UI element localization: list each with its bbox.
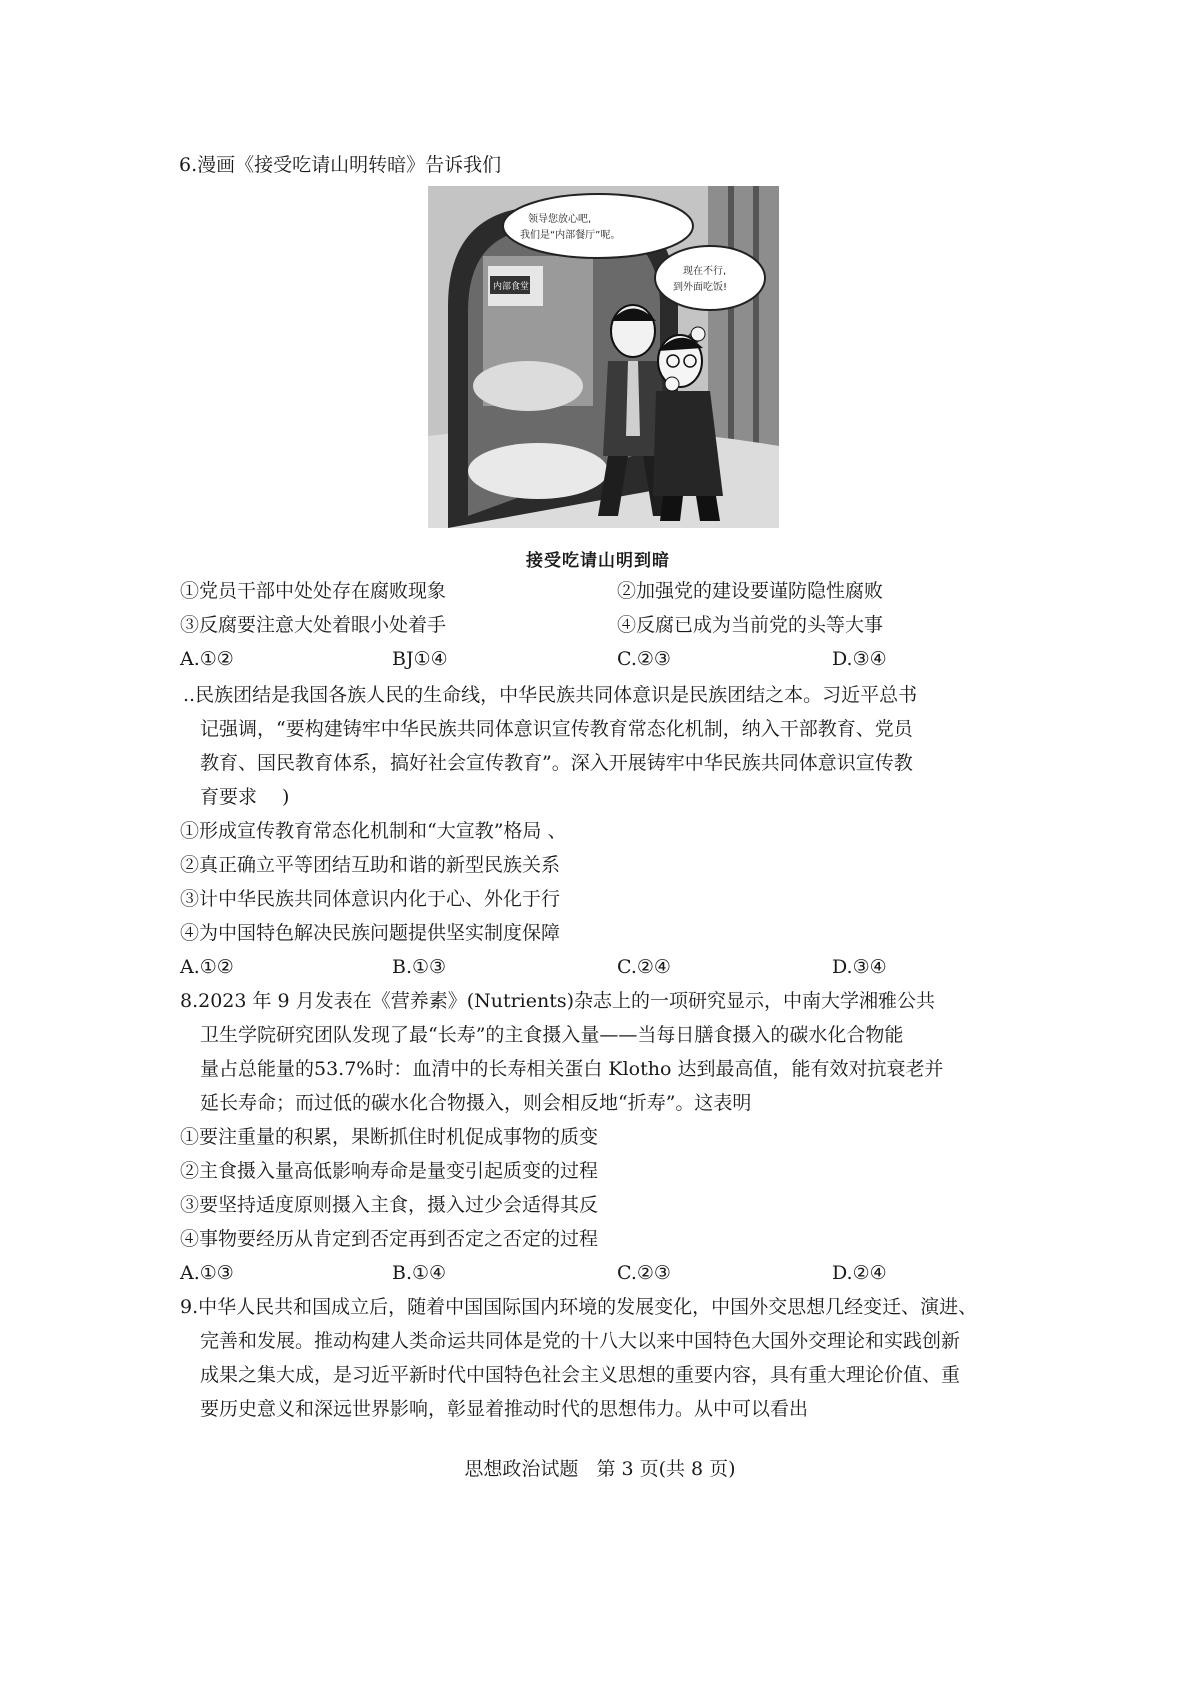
q8-option-a: A.①③ bbox=[180, 1262, 234, 1284]
footer-subject: 思想政治试题 bbox=[464, 1458, 579, 1480]
cartoon-caption: 接受吃请山明到暗 bbox=[526, 551, 670, 571]
cartoon-image bbox=[428, 186, 779, 528]
q7-option-a: A.①② bbox=[180, 956, 234, 978]
q8-statement-2: ②主食摄入量高低影响寿命是量变引起质变的过程 bbox=[180, 1160, 599, 1182]
q7-line-4: 育要求 ) bbox=[200, 786, 290, 808]
q6-stem: 6.漫画《接受吃请山明转暗》告诉我们 bbox=[179, 154, 502, 176]
q7-line-3: 教育、国民教育体系，搞好社会宣传教育”。深入开展铸牢中华民族共同体意识宣传教 bbox=[200, 752, 913, 774]
footer-page-number: 第 3 页(共 8 页) bbox=[596, 1458, 736, 1480]
q6-statement-4: ④反腐已成为当前党的头等大事 bbox=[617, 614, 884, 636]
q9-line-3: 成果之集大成，是习近平新时代中国特色社会主义思想的重要内容，具有重大理论价值、重 bbox=[200, 1364, 961, 1386]
q8-option-c: C.②③ bbox=[617, 1262, 671, 1284]
q8-line-2: 卫生学院研究团队发现了最“长寿”的主食摄入量——当每日膳食摄入的碳水化合物能 bbox=[200, 1024, 904, 1046]
q7-option-c: C.②④ bbox=[617, 956, 671, 978]
q8-option-b: B.①④ bbox=[392, 1262, 447, 1284]
q9-line-1: 9.中华人民共和国成立后，随着中国国际国内环境的发展变化，中国外交思想几经变迁、演进、 bbox=[180, 1296, 978, 1318]
q9-line-2: 完善和发展。推动构建人类命运共同体是党的十八大以来中国特色大国外交理论和实践创新 bbox=[200, 1330, 961, 1352]
bubble1-line1: 领导您放心吧, bbox=[528, 214, 592, 225]
q8-statement-3: ③要坚持适度原则摄入主食，摄入过少会适得其反 bbox=[180, 1194, 599, 1216]
q7-statement-2: ②真正确立平等团结互助和谐的新型民族关系 bbox=[180, 854, 561, 876]
q8-statement-1: ①要注重量的积累，果断抓住时机促成事物的质变 bbox=[180, 1126, 599, 1148]
q6-statement-3: ③反腐要注意大处着眼小处着手 bbox=[180, 614, 447, 636]
q7-statement-1: ①形成宣传教育常态化机制和“大宣教”格局 、 bbox=[180, 820, 567, 842]
bubble2-line1: 现在不行, bbox=[683, 266, 727, 277]
sign-text: 内部食堂 bbox=[493, 282, 530, 292]
q6-statement-1: ①党员干部中处处存在腐败现象 bbox=[180, 580, 447, 602]
q7-line-2: 记强调，“要构建铸牢中华民族共同体意识宣传教育常态化机制，纳入干部教育、党员 bbox=[200, 718, 913, 740]
bubble2-line2: 到外面吃饭! bbox=[673, 282, 728, 293]
q9-line-4: 要历史意义和深远世界影响，彰显着推动时代的思想伟力。从中可以看出 bbox=[200, 1398, 809, 1420]
q6-option-a: A.①② bbox=[180, 648, 234, 670]
q8-option-d: D.②④ bbox=[832, 1262, 887, 1284]
q7-statement-3: ③计中华民族共同体意识内化于心、外化于行 bbox=[180, 888, 561, 910]
cartoon-illustration bbox=[428, 186, 779, 528]
q7-statement-4: ④为中国特色解决民族问题提供坚实制度保障 bbox=[180, 922, 561, 944]
q7-line-1: ..民族团结是我国各族人民的生命线，中华民族共同体意识是民族团结之本。习近平总书 bbox=[183, 684, 918, 706]
q6-option-c: C.②③ bbox=[617, 648, 671, 670]
page-footer bbox=[0, 1454, 1200, 1481]
bubble1-line2: 我们是“内部餐厅”呢。 bbox=[520, 230, 621, 241]
q8-line-3: 量占总能量的53.7%时：血清中的长寿相关蛋白 Klotho 达到最高值，能有效对抗衰老并 bbox=[200, 1058, 944, 1080]
q8-line-1: 8.2023 年 9 月发表在《营养素》(Nutrients)杂志上的一项研究显示，中南大学湘雅公共 bbox=[180, 990, 936, 1012]
q8-line-4: 延长寿命；而过低的碳水化合物摄入，则会相反地“折寿”。这表明 bbox=[200, 1092, 752, 1114]
q7-option-d: D.③④ bbox=[832, 956, 887, 978]
q8-statement-4: ④事物要经历从肯定到否定再到否定之否定的过程 bbox=[180, 1228, 599, 1250]
q7-option-b: B.①③ bbox=[392, 956, 447, 978]
q6-option-b: BJ①④ bbox=[392, 648, 448, 670]
q6-statement-2: ②加强党的建设要谨防隐性腐败 bbox=[617, 580, 884, 602]
q6-option-d: D.③④ bbox=[832, 648, 887, 670]
